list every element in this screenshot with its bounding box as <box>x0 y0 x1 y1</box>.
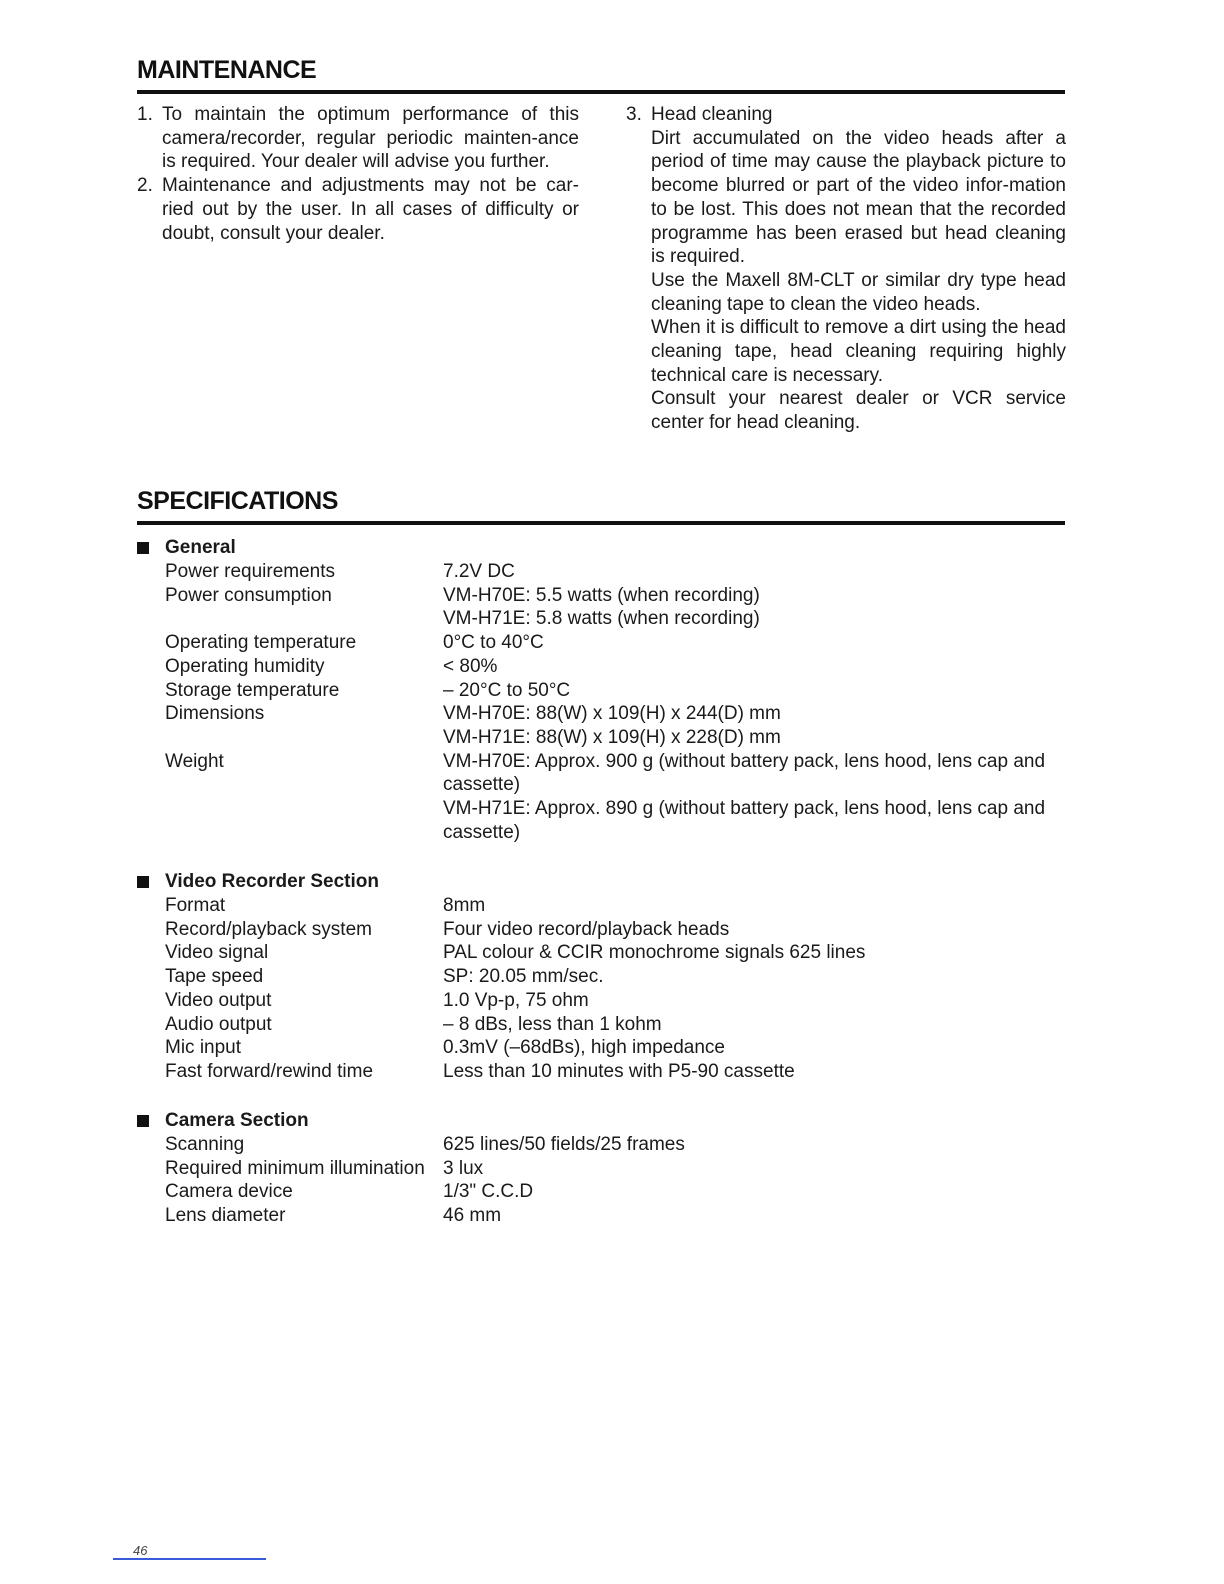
item-text: Maintenance and adjustments may not be car-ried out by the user. In all cases of difficulty or doubt, consult your dealer. <box>162 175 579 244</box>
spec-row <box>137 965 1065 989</box>
spec-value: VM-H70E: 88(W) x 109(H) x 244(D) mm <box>443 703 781 725</box>
square-bullet-icon <box>137 1115 149 1127</box>
spec-row <box>137 1157 1065 1181</box>
maintenance-item-2 <box>137 174 579 245</box>
maintenance-title: MAINTENANCE <box>137 56 317 84</box>
spec-value: VM-H71E: 5.8 watts (when recording) <box>443 608 760 630</box>
square-bullet-icon <box>137 542 149 554</box>
spec-value: VM-H70E: 5.5 watts (when recording) <box>443 584 760 606</box>
maintenance-item-1 <box>137 103 579 174</box>
spec-label: Dimensions <box>165 703 265 725</box>
spec-row <box>137 560 1065 584</box>
spec-group-title: Camera Section <box>165 1110 309 1132</box>
spec-label: Weight <box>165 750 224 772</box>
square-bullet-icon <box>137 876 149 888</box>
spec-value: 625 lines/50 fields/25 frames <box>443 1134 685 1155</box>
spec-value: PAL colour & CCIR monochrome signals 625 lines <box>443 942 866 964</box>
spec-value: VM-H71E: 88(W) x 109(H) x 228(D) mm <box>443 726 781 748</box>
spec-value: SP: 20.05 mm/sec. <box>443 966 604 988</box>
spec-row <box>137 1204 1065 1228</box>
spec-row <box>137 918 1065 942</box>
maintenance-right-column <box>626 103 1066 435</box>
spec-value: 7.2V DC <box>443 561 515 582</box>
spec-label: Fast forward/rewind time <box>165 1060 374 1082</box>
spec-label: Power consumption <box>165 584 332 606</box>
spec-label: Lens diameter <box>165 1205 286 1227</box>
spec-value: 8mm <box>443 895 486 916</box>
spec-row <box>137 679 1065 703</box>
spec-label: Video signal <box>165 942 269 964</box>
spec-value: – 20°C to 50°C <box>443 679 571 701</box>
head-cleaning-paragraph: Dirt accumulated on the video heads after a period of time may cause the playback picture to become blurred or part of the video infor-mation to be lost. This does not mean that the recorded programme has been erased but head cleaning is required. <box>651 127 1066 268</box>
spec-group-camera <box>137 1109 1065 1228</box>
spec-value: – 8 dBs, less than 1 kohm <box>443 1013 662 1035</box>
specifications-title: SPECIFICATIONS <box>137 487 338 515</box>
spec-row <box>137 989 1065 1013</box>
spec-value: < 80% <box>443 655 498 677</box>
spec-group-title: General <box>165 537 236 559</box>
maintenance-rule <box>137 90 1065 94</box>
spec-group-heading <box>137 536 1065 560</box>
spec-row <box>137 1133 1065 1157</box>
spec-label: Format <box>165 895 226 916</box>
item-text: To maintain the optimum performance of this camera/recorder, regular periodic mainten-ance is required. Your dealer will advise you further. <box>162 104 579 173</box>
spec-group-heading <box>137 1109 1065 1133</box>
head-cleaning-paragraph: When it is difficult to remove a dirt using the head cleaning tape, head cleaning requiring highly technical care is necessary. <box>651 317 1066 386</box>
spec-group-general <box>137 536 1065 844</box>
spec-value: 3 lux <box>443 1157 484 1179</box>
spec-label: Power requirements <box>165 561 336 582</box>
spec-row <box>137 941 1065 965</box>
spec-row <box>137 655 1065 679</box>
spec-row <box>137 1036 1065 1060</box>
spec-label: Audio output <box>165 1013 272 1035</box>
spec-row <box>137 894 1065 918</box>
page-number: 46 <box>133 1543 148 1558</box>
spec-group-video-recorder <box>137 870 1065 1084</box>
spec-value: 0.3mV (–68dBs), high impedance <box>443 1037 725 1059</box>
head-cleaning-paragraph: Use the Maxell 8M-CLT or similar dry type head cleaning tape to clean the video heads. <box>651 269 1066 315</box>
maintenance-left-column <box>137 103 579 245</box>
spec-group-title: Video Recorder Section <box>165 871 379 893</box>
specifications-rule <box>137 521 1065 525</box>
spec-value: Four video record/playback heads <box>443 918 730 940</box>
spec-label: Camera device <box>165 1181 293 1203</box>
spec-value: 0°C to 40°C <box>443 632 544 654</box>
spec-row <box>137 702 1065 749</box>
spec-group-heading <box>137 870 1065 894</box>
spec-row <box>137 1180 1065 1204</box>
spec-value: Less than 10 minutes with P5-90 cassette <box>443 1060 795 1082</box>
spec-label: Video output <box>165 989 272 1011</box>
spec-value: 46 mm <box>443 1205 502 1227</box>
head-cleaning-paragraph: Consult your nearest dealer or VCR service center for head cleaning. <box>651 388 1066 434</box>
spec-value: 1/3" C.C.D <box>443 1181 534 1203</box>
spec-label: Operating temperature <box>165 632 357 654</box>
head-cleaning-title: Head cleaning <box>651 104 773 125</box>
maintenance-item-3 <box>626 103 1066 435</box>
spec-row <box>137 584 1065 631</box>
spec-label: Mic input <box>165 1037 242 1059</box>
spec-row <box>137 1013 1065 1037</box>
spec-row <box>137 1060 1065 1084</box>
spec-label: Operating humidity <box>165 655 325 677</box>
spec-label: Required minimum illumination <box>165 1157 425 1179</box>
spec-label: Record/playback system <box>165 918 372 940</box>
item-number: 1. <box>137 104 153 125</box>
item-number: 2. <box>137 175 153 197</box>
item-number: 3. <box>626 104 642 125</box>
spec-value: VM-H70E: Approx. 900 g (without battery pack, lens hood, lens cap and cassette) <box>443 750 1046 796</box>
spec-label: Tape speed <box>165 966 264 988</box>
spec-label: Storage temperature <box>165 679 340 701</box>
spec-value: VM-H71E: Approx. 890 g (without battery pack, lens hood, lens cap and cassette) <box>443 798 1046 843</box>
spec-row <box>137 631 1065 655</box>
spec-label: Scanning <box>165 1134 245 1155</box>
footer-rule <box>113 1558 266 1560</box>
spec-row <box>137 750 1065 845</box>
spec-value: 1.0 Vp-p, 75 ohm <box>443 989 589 1011</box>
